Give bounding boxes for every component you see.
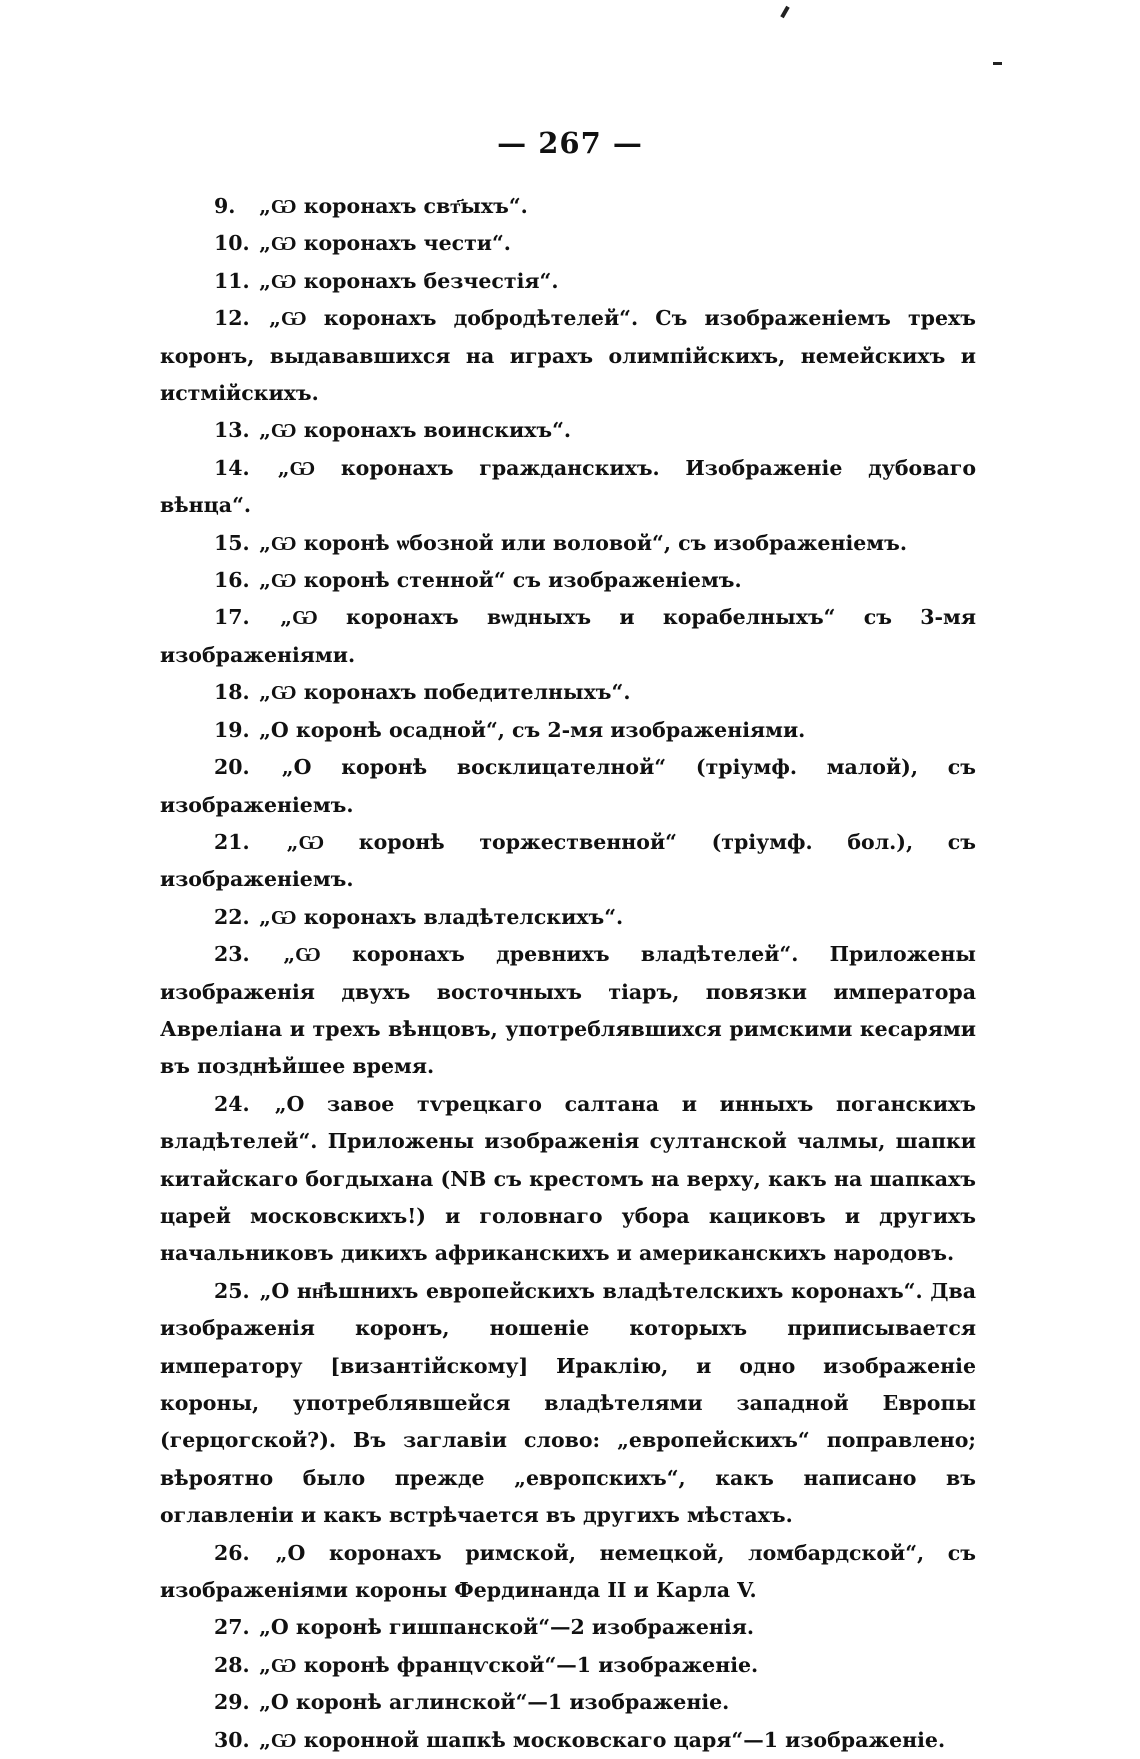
- entry-text: „Ѡ коронахъ древнихъ владѣтелей“. Приложены изображенія двухъ восточныхъ тіаръ, повязки императора Авреліана и трехъ вѣнцовъ, употреблявшихся римскими кесарями въ позднѣйшее время.: [160, 942, 976, 1079]
- entry-number: 15.: [214, 530, 250, 555]
- list-item: [160, 1684, 976, 1721]
- list-item: [160, 824, 976, 899]
- list-item: [160, 562, 976, 599]
- list-item: [160, 525, 976, 562]
- entry-text: „О коронѣ осадной“, съ 2-мя изображеніями.: [259, 717, 806, 742]
- list-item: [160, 1535, 976, 1610]
- entry-text: „Ѡ коронахъ гражданскихъ. Изображеніе дубоваго вѣнца“.: [160, 455, 976, 518]
- entry-number: 12.: [214, 306, 250, 331]
- list-item: [160, 1647, 976, 1684]
- entry-number: 28.: [214, 1652, 250, 1677]
- entries-list: [160, 188, 976, 1759]
- entry-number: 20.: [214, 755, 250, 780]
- entry-text: „О завое тѵрецкаго салтана и инныхъ поганскихъ владѣтелей“. Приложены изображенія султанской чалмы, шапки китайскаго богдыхана (NB съ крестомъ на верху, какъ на шапкахъ царей московскихъ!) и головнаго убора кациковъ и другихъ начальниковъ дикихъ африканскихъ и американскихъ народовъ.: [160, 1091, 976, 1266]
- entry-number: 21.: [214, 829, 250, 854]
- list-item: [160, 936, 976, 1086]
- list-item: [160, 225, 976, 262]
- entry-number: 26.: [214, 1540, 250, 1565]
- entry-number: 17.: [214, 605, 250, 630]
- entry-number: 25.: [214, 1278, 250, 1303]
- list-item: [160, 899, 976, 936]
- entry-number: 24.: [214, 1091, 250, 1116]
- entry-number: 30.: [214, 1727, 250, 1752]
- list-item: [160, 1722, 976, 1759]
- list-item: [160, 674, 976, 711]
- list-item: [160, 1273, 976, 1535]
- entry-number: 27.: [214, 1615, 250, 1640]
- entry-text: „О коронѣ восклицателной“ (тріумф. малой), съ изображеніемъ.: [160, 755, 976, 817]
- list-item: [160, 1086, 976, 1273]
- list-item: [160, 1609, 976, 1646]
- list-item: [160, 188, 976, 225]
- list-item: [160, 412, 976, 449]
- entry-text: „Ѡ коронѣ ѡбозной или воловой“, съ изображеніемъ.: [259, 530, 907, 555]
- entry-text: „Ѡ коронахъ воинскихъ“.: [259, 418, 572, 443]
- entry-text: „Ѡ коронѣ торжественной“ (тріумф. бол.), съ изображеніемъ.: [160, 829, 976, 892]
- entry-text: „Ѡ коронахъ безчестія“.: [259, 268, 559, 293]
- entry-text: „О коронѣ гишпанской“—2 изображенія.: [259, 1615, 754, 1640]
- entry-number: 29.: [214, 1690, 250, 1715]
- scan-mark: [780, 6, 789, 18]
- entry-text: „Ѡ коронахъ свт҃ыхъ“.: [259, 194, 528, 218]
- page-number: — 267 —: [497, 126, 643, 160]
- entry-number: 11.: [214, 268, 250, 293]
- list-item: [160, 749, 976, 824]
- entry-text: „О коронѣ аглинской“—1 изображеніе.: [259, 1690, 730, 1715]
- entry-number: 10.: [214, 231, 250, 256]
- entry-text: „Ѡ коронахъ победителныхъ“.: [259, 680, 631, 705]
- entry-number: 13.: [214, 418, 250, 443]
- entry-text: „Ѡ коронахъ добродѣтелей“. Съ изображеніемъ трехъ коронъ, выдававшихся на играхъ олимпійскихъ, немейскихъ и истмійскихъ.: [160, 306, 977, 406]
- entry-text: „Ѡ коронной шапкѣ московскаго царя“—1 изображеніе.: [259, 1727, 946, 1752]
- scan-mark: [993, 62, 1002, 65]
- entry-text: „Ѡ коронахъ владѣтелскихъ“.: [259, 904, 624, 929]
- entry-text: „Ѡ коронѣ францѵской“—1 изображеніе.: [259, 1652, 759, 1677]
- entry-number: 16.: [214, 568, 250, 593]
- list-item: [160, 450, 976, 525]
- entry-number: 23.: [214, 942, 250, 967]
- entry-number: 9.: [214, 194, 236, 218]
- entry-text: „О нн҃ѣшнихъ европейскихъ владѣтелскихъ коронахъ“. Два изображенія коронъ, ношеніе которыхъ приписывается императору [византійскому] Ираклію, и одно изображеніе короны, употреблявшейся владѣтелями западной Европы (герцогской?). Въ заглавіи слово: „европейскихъ“ поправлено; вѣроятно было прежде „европскихъ“, какъ написано въ оглавленіи и какъ встрѣчается въ другихъ мѣстахъ.: [160, 1278, 976, 1528]
- entry-number: 18.: [214, 680, 250, 705]
- list-item: [160, 712, 976, 749]
- list-item: [160, 300, 976, 412]
- entry-text: „Ѡ коронахъ чести“.: [259, 231, 511, 256]
- entry-text: „Ѡ коронахъ вѡдныхъ и корабелныхъ“ съ 3-мя изображеніями.: [160, 605, 976, 667]
- list-item: [160, 263, 976, 300]
- list-item: [160, 599, 976, 674]
- entry-number: 14.: [214, 455, 250, 480]
- entry-number: 22.: [214, 904, 250, 929]
- entry-text: „Ѡ коронѣ стенной“ съ изображеніемъ.: [259, 568, 742, 593]
- entry-text: „О коронахъ римской, немецкой, ломбардской“, съ изображеніями короны Фердинанда II и Карла V.: [160, 1540, 976, 1603]
- entry-number: 19.: [214, 717, 250, 742]
